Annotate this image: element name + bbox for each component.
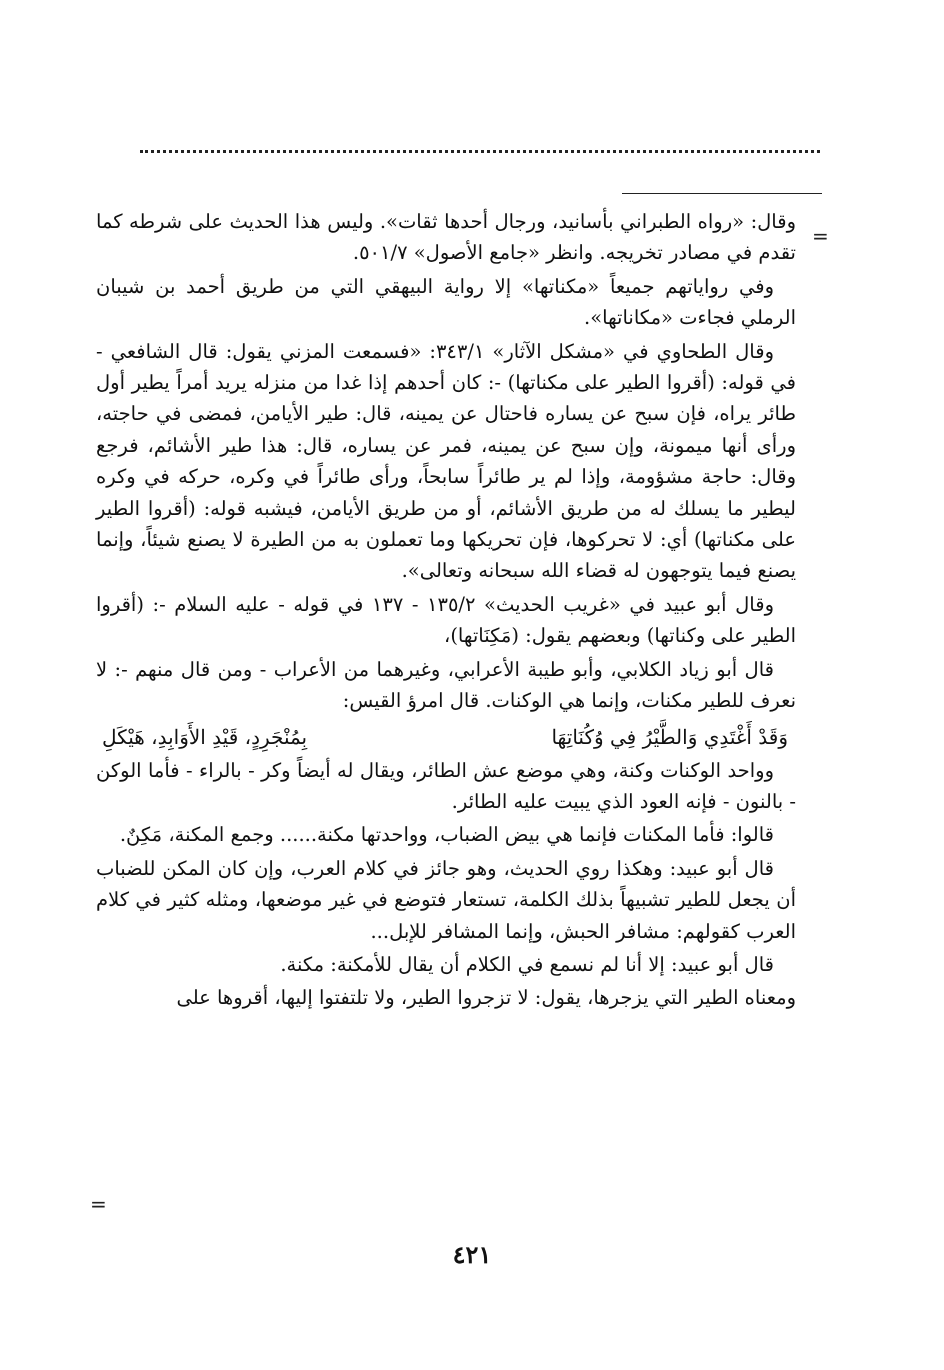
footnote-rule [622,193,822,194]
continuation-mark-top: = [812,224,829,248]
continuation-mark-bottom: = [90,1192,107,1216]
paragraph: ومعناه الطير التي يزجرها، يقول: لا تزجروا الطير، ولا تلتفتوا إليها، أقروها على [176,986,796,1010]
paragraph: وقال الطحاوي في «مشكل الآثار» ٣٤٣/١: «فسمعت المزني يقول: قال الشافعي - في قوله: (أقروا الطير على مكناتها) -: كان أحدهم إذا غدا من منزله يريد أمراً يطير أول طائر يراه، فإن سبح عن يساره فاحتال عن يمينه، قال: طير الأيامن، فمضى في حاجته، ورأى أنها ميمونة، وإن سبح عن يمينه، فمر عن يساره، قال: هذا طير الأشائم، فرجع وقال: حاجة مشؤومة، وإذا لم ير طائراً سابحاً، ورأى طائراً في وكره، حركه في وكره ليطير ما يسلك له من طريق الأشائم، أو من طريق الأيامن، فيشبه قوله: (أقروا الطير على مكناتها) أي: لا تحركوها، فإن تحريكها وما تعملون به من الطيرة لا يصنع شيئاً، وإنما يصنع فيما يتوجهون له قضاء الله سبحانه وتعالى». [96,339,796,583]
page-number: ٤٢١ [452,1240,492,1269]
verse-first-hemistich: وَقَدْ أَغْتَدِي وَالطَّيْرُ فِي وُكُنَاتِهَا [551,724,788,749]
paragraph: وفي رواياتهم جميعاً «مكناتها» إلا رواية البيهقي التي من طريق أحمد بن شيبان الرملي فجاءت «مكاناتها». [96,274,796,330]
paragraph: قال أبو عبيد: إلا أنا لم نسمع في الكلام أن يقال للأمكنة: مكنة. [280,952,774,976]
poem-verse [96,719,796,755]
verse-second-hemistich: بِمُنْجَرِدٍ، قَيْدِ الأَوَابِدِ، هَيْكَلِ [102,724,308,749]
dotted-separator [140,150,820,153]
paragraph: وقال: «رواه الطبراني بأسانيد، ورجال أحدها ثقات». وليس هذا الحديث على شرطه كما تقدم في مصادر تخريجه. وانظر «جامع الأصول» ٥٠١/٧. [96,210,796,265]
paragraph: وقال أبو عبيد في «غريب الحديث» ١٣٥/٢ - ١٣٧ في قوله - عليه السلام -: (أقروا الطير على وكناتها) وبعضهم يقول: (مَكِنَاتها)، [96,592,796,648]
paragraph: قال أبو زياد الكلابي، وأبو طيبة الأعرابي، وغيرهما من الأعراب - ومن قال منهم -: لا نعرف للطير مكنات، وإنما هي الوكنات. قال امرؤ القيس: [96,657,796,713]
paragraph: وواحد الوكنات وكنة، وهي موضع عش الطائر، ويقال له أيضاً وكر - بالراء - فأما الوكن - بالنون - فإنه العود الذي يبيت عليه الطائر. [96,758,796,813]
footnote-text [96,206,796,1016]
paragraph: قالوا: فأما المكنات فإنما هي بيض الضباب، وواحدتها مكنة...... وجمع المكنة، مَكِنٌ. [119,823,774,847]
paragraph: قال أبو عبيد: وهكذا روي الحديث، وهو جائز في كلام العرب، وإن كان المكن للضباب أن يجعل للطير تشبيهاً بذلك الكلمة، تستعار فتوضع في غير موضعها، ومثله كثير في كلام العرب كقولهم: مشافر الحبش، وإنما المشافر للإبل... [96,856,796,943]
